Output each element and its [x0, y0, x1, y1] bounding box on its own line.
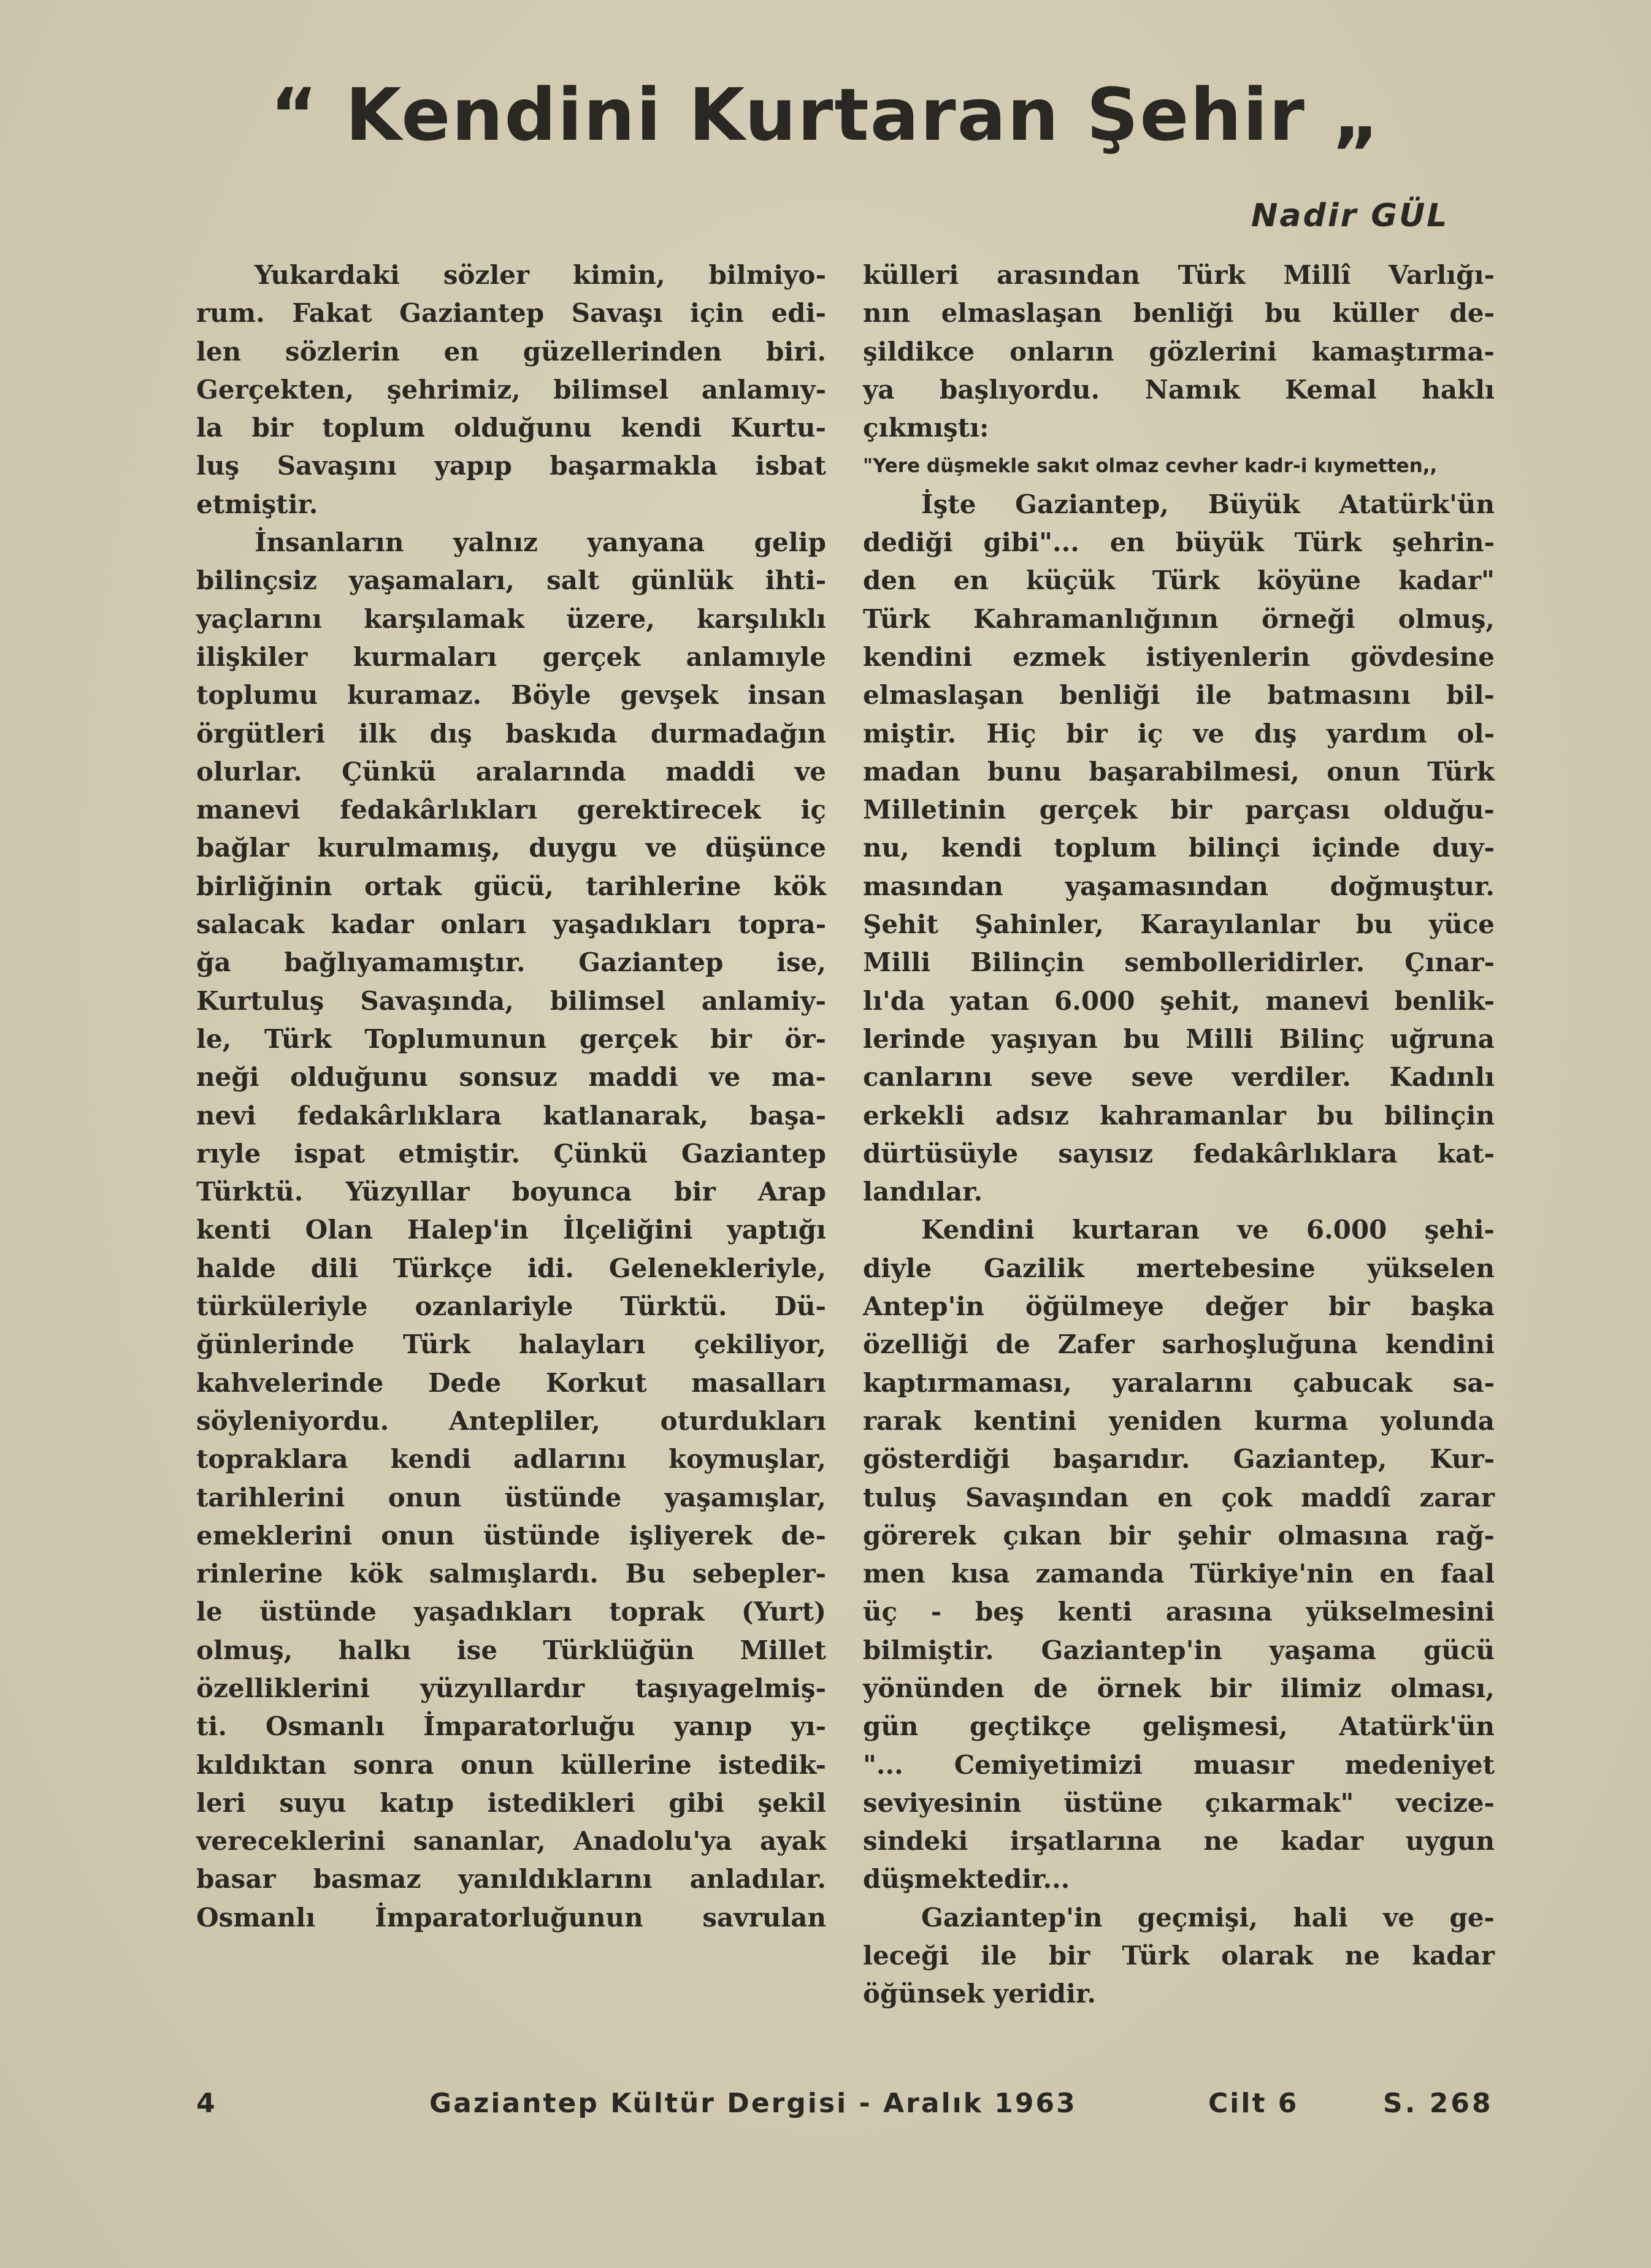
text-line: luş Savaşını yapıp başarmakla isbat: [196, 451, 826, 481]
text-line: basar basmaz yanıldıklarını anladılar.: [196, 1864, 826, 1895]
text-line: gösterdiği başarıdır. Gaziantep, Kur-: [863, 1444, 1495, 1475]
text-line: Milletinin gerçek bir parçası olduğu-: [863, 795, 1495, 825]
text-line: topraklara kendi adlarını koymuşlar,: [196, 1444, 826, 1475]
text-line: manevi fedakârlıkları gerektirecek iç: [196, 795, 826, 825]
text-line: yönünden de örnek bir ilimiz olması,: [863, 1673, 1495, 1703]
text-line: birliğinin ortak gücü, tarihlerine kök: [196, 871, 826, 901]
issue-label: S. 268: [1383, 2088, 1493, 2119]
text-line: "Yere düşmekle sakıt olmaz cevher kadr-i kıymetten,,: [863, 455, 1438, 478]
text-line: miştir. Hiç bir iç ve dış yardım ol-: [863, 718, 1495, 749]
article-title: “ Kendini Kurtaran Şehir „: [270, 72, 1381, 157]
journal-name: Gaziantep Kültür Dergisi - Aralık 1963: [429, 2088, 1077, 2119]
text-line: sindeki irşatlarına ne kadar uygun: [863, 1826, 1495, 1857]
text-line: leri suyu katıp istedikleri gibi şekil: [196, 1787, 826, 1818]
text-line: rıyle ispat etmiştir. Çünkü Gaziantep: [196, 1138, 826, 1169]
text-line: örgütleri ilk dış baskıda durmadağın: [196, 718, 826, 749]
text-line: rum. Fakat Gaziantep Savaşı için edi-: [196, 298, 826, 329]
text-line: kenti Olan Halep'in İlçeliğini yaptığı: [196, 1215, 826, 1245]
text-line: düşmektedir...: [863, 1864, 1070, 1895]
text-line: Milli Bilinçin sembolleridirler. Çınar-: [863, 947, 1495, 978]
text-line: Türk Kahramanlığının örneği olmuş,: [863, 603, 1495, 634]
text-line: landılar.: [863, 1177, 983, 1207]
text-line: emeklerini onun üstünde işliyerek de-: [196, 1520, 826, 1551]
text-line: erkekli adsız kahramanlar bu bilinçin: [863, 1100, 1495, 1131]
text-line: canlarını seve seve verdiler. Kadınlı: [863, 1062, 1495, 1093]
page-number: 4: [196, 2088, 215, 2119]
text-line: etmiştir.: [196, 489, 318, 519]
text-line: Türktü. Yüzyıllar boyunca bir Arap: [196, 1177, 826, 1207]
text-line: le üstünde yaşadıkları toprak (Yurt): [196, 1597, 826, 1627]
text-line: Kendini kurtaran ve 6.000 şehi-: [921, 1215, 1495, 1245]
text-line: öğünsek yeridir.: [863, 1979, 1096, 2009]
text-line: kendini ezmek istiyenlerin gövdesine: [863, 641, 1495, 672]
text-line: neği olduğunu sonsuz maddi ve ma-: [196, 1062, 826, 1093]
text-line: diyle Gazilik mertebesine yükselen: [863, 1253, 1495, 1283]
text-line: rarak kentini yeniden kurma yolunda: [863, 1405, 1495, 1436]
text-line: nın elmaslaşan benliği bu küller de-: [863, 298, 1495, 329]
text-line: kahvelerinde Dede Korkut masalları: [196, 1367, 826, 1398]
text-line: dediği gibi"... en büyük Türk şehrin-: [863, 527, 1495, 558]
text-line: İnsanların yalnız yanyana gelip: [255, 527, 826, 558]
text-line: özelliği de Zafer sarhoşluğuna kendini: [863, 1329, 1495, 1360]
text-line: Gerçekten, şehrimiz, bilimsel anlamıy-: [196, 374, 826, 405]
text-line: len sözlerin en güzellerinden biri.: [196, 336, 826, 367]
text-line: toplumu kuramaz. Böyle gevşek insan: [196, 680, 826, 711]
text-line: olmuş, halkı ise Türklüğün Millet: [196, 1635, 826, 1665]
text-line: olurlar. Çünkü aralarında maddi ve: [196, 756, 826, 787]
text-line: "... Cemiyetimizi muasır medeniyet: [863, 1749, 1495, 1780]
text-line: Yukardaki sözler kimin, bilmiyo-: [255, 260, 826, 290]
text-line: Osmanlı İmparatorluğunun savrulan: [196, 1902, 826, 1933]
text-line: masından yaşamasından doğmuştur.: [863, 871, 1495, 901]
text-line: nu, kendi toplum bilinçi içinde duy-: [863, 833, 1495, 863]
text-line: ya başlıyordu. Namık Kemal haklı: [863, 374, 1495, 405]
text-line: kaptırmaması, yaralarını çabucak sa-: [863, 1367, 1495, 1398]
right-column: [863, 256, 1495, 2014]
text-line: dürtüsüyle sayısız fedakârlıklara kat-: [863, 1138, 1495, 1169]
text-line: rinlerine kök salmışlardı. Bu sebepler-: [196, 1559, 826, 1589]
text-line: tarihlerini onun üstünde yaşamışlar,: [196, 1482, 826, 1513]
text-line: vereceklerini sananlar, Anadolu'ya ayak: [196, 1826, 826, 1857]
article-author: Nadir GÜL: [1251, 197, 1449, 234]
text-line: ilişkiler kurmaları gerçek anlamıyle: [196, 641, 826, 672]
text-line: men kısa zamanda Türkiye'nin en faal: [863, 1559, 1495, 1589]
text-line: üç - beş kenti arasına yükselmesini: [863, 1597, 1495, 1627]
text-line: ğünlerinde Türk halayları çekiliyor,: [196, 1329, 826, 1360]
text-line: görerek çıkan bir şehir olmasına rağ-: [863, 1520, 1495, 1551]
text-line: salacak kadar onları yaşadıkları topra-: [196, 909, 826, 940]
text-line: gün geçtikçe gelişmesi, Atatürk'ün: [863, 1711, 1495, 1742]
text-line: İşte Gaziantep, Büyük Atatürk'ün: [921, 489, 1495, 519]
text-line: nevi fedakârlıklara katlanarak, başa-: [196, 1100, 826, 1131]
text-line: Gaziantep'in geçmişi, hali ve ge-: [921, 1902, 1495, 1933]
text-line: Kurtuluş Savaşında, bilimsel anlamiy-: [196, 985, 826, 1016]
text-line: çıkmıştı:: [863, 413, 989, 443]
left-column: [196, 256, 826, 1937]
text-line: le, Türk Toplumunun gerçek bir ör-: [196, 1023, 826, 1054]
volume-label: Cilt 6: [1208, 2088, 1299, 2119]
text-line: la bir toplum olduğunu kendi Kurtu-: [196, 413, 826, 443]
text-line: seviyesinin üstüne çıkarmak" vecize-: [863, 1787, 1495, 1818]
text-line: kıldıktan sonra onun küllerine istedik-: [196, 1749, 826, 1780]
text-line: özelliklerini yüzyıllardır taşıyagelmiş-: [196, 1673, 826, 1703]
text-line: Şehit Şahinler, Karayılanlar bu yüce: [863, 909, 1495, 940]
text-line: bağlar kurulmamış, duygu ve düşünce: [196, 833, 826, 863]
text-line: den en küçük Türk köyüne kadar": [863, 565, 1495, 596]
text-line: yaçlarını karşılamak üzere, karşılıklı: [196, 603, 826, 634]
text-line: külleri arasından Türk Millî Varlığı-: [863, 260, 1495, 290]
text-line: ğa bağlıyamamıştır. Gaziantep ise,: [196, 947, 826, 978]
text-line: halde dili Türkçe idi. Gelenekleriyle,: [196, 1253, 826, 1283]
text-line: şildikce onların gözlerini kamaştırma-: [863, 336, 1495, 367]
text-line: lerinde yaşıyan bu Milli Bilinç uğruna: [863, 1023, 1495, 1054]
text-line: tuluş Savaşından en çok maddî zarar: [863, 1482, 1495, 1513]
text-line: söyleniyordu. Antepliler, oturdukları: [196, 1405, 826, 1436]
text-line: elmaslaşan benliği ile batmasını bil-: [863, 680, 1495, 711]
text-line: lı'da yatan 6.000 şehit, manevi benlik-: [863, 985, 1495, 1016]
text-line: Antep'in öğülmeye değer bir başka: [863, 1291, 1495, 1322]
text-line: madan bunu başarabilmesi, onun Türk: [863, 756, 1495, 787]
text-line: ti. Osmanlı İmparatorluğu yanıp yı-: [196, 1711, 826, 1742]
text-line: türküleriyle ozanlariyle Türktü. Dü-: [196, 1291, 826, 1322]
text-line: bilinçsiz yaşamaları, salt günlük ihti-: [196, 565, 826, 596]
text-line: leceği ile bir Türk olarak ne kadar: [863, 1941, 1495, 1971]
text-line: bilmiştir. Gaziantep'in yaşama gücü: [863, 1635, 1495, 1665]
